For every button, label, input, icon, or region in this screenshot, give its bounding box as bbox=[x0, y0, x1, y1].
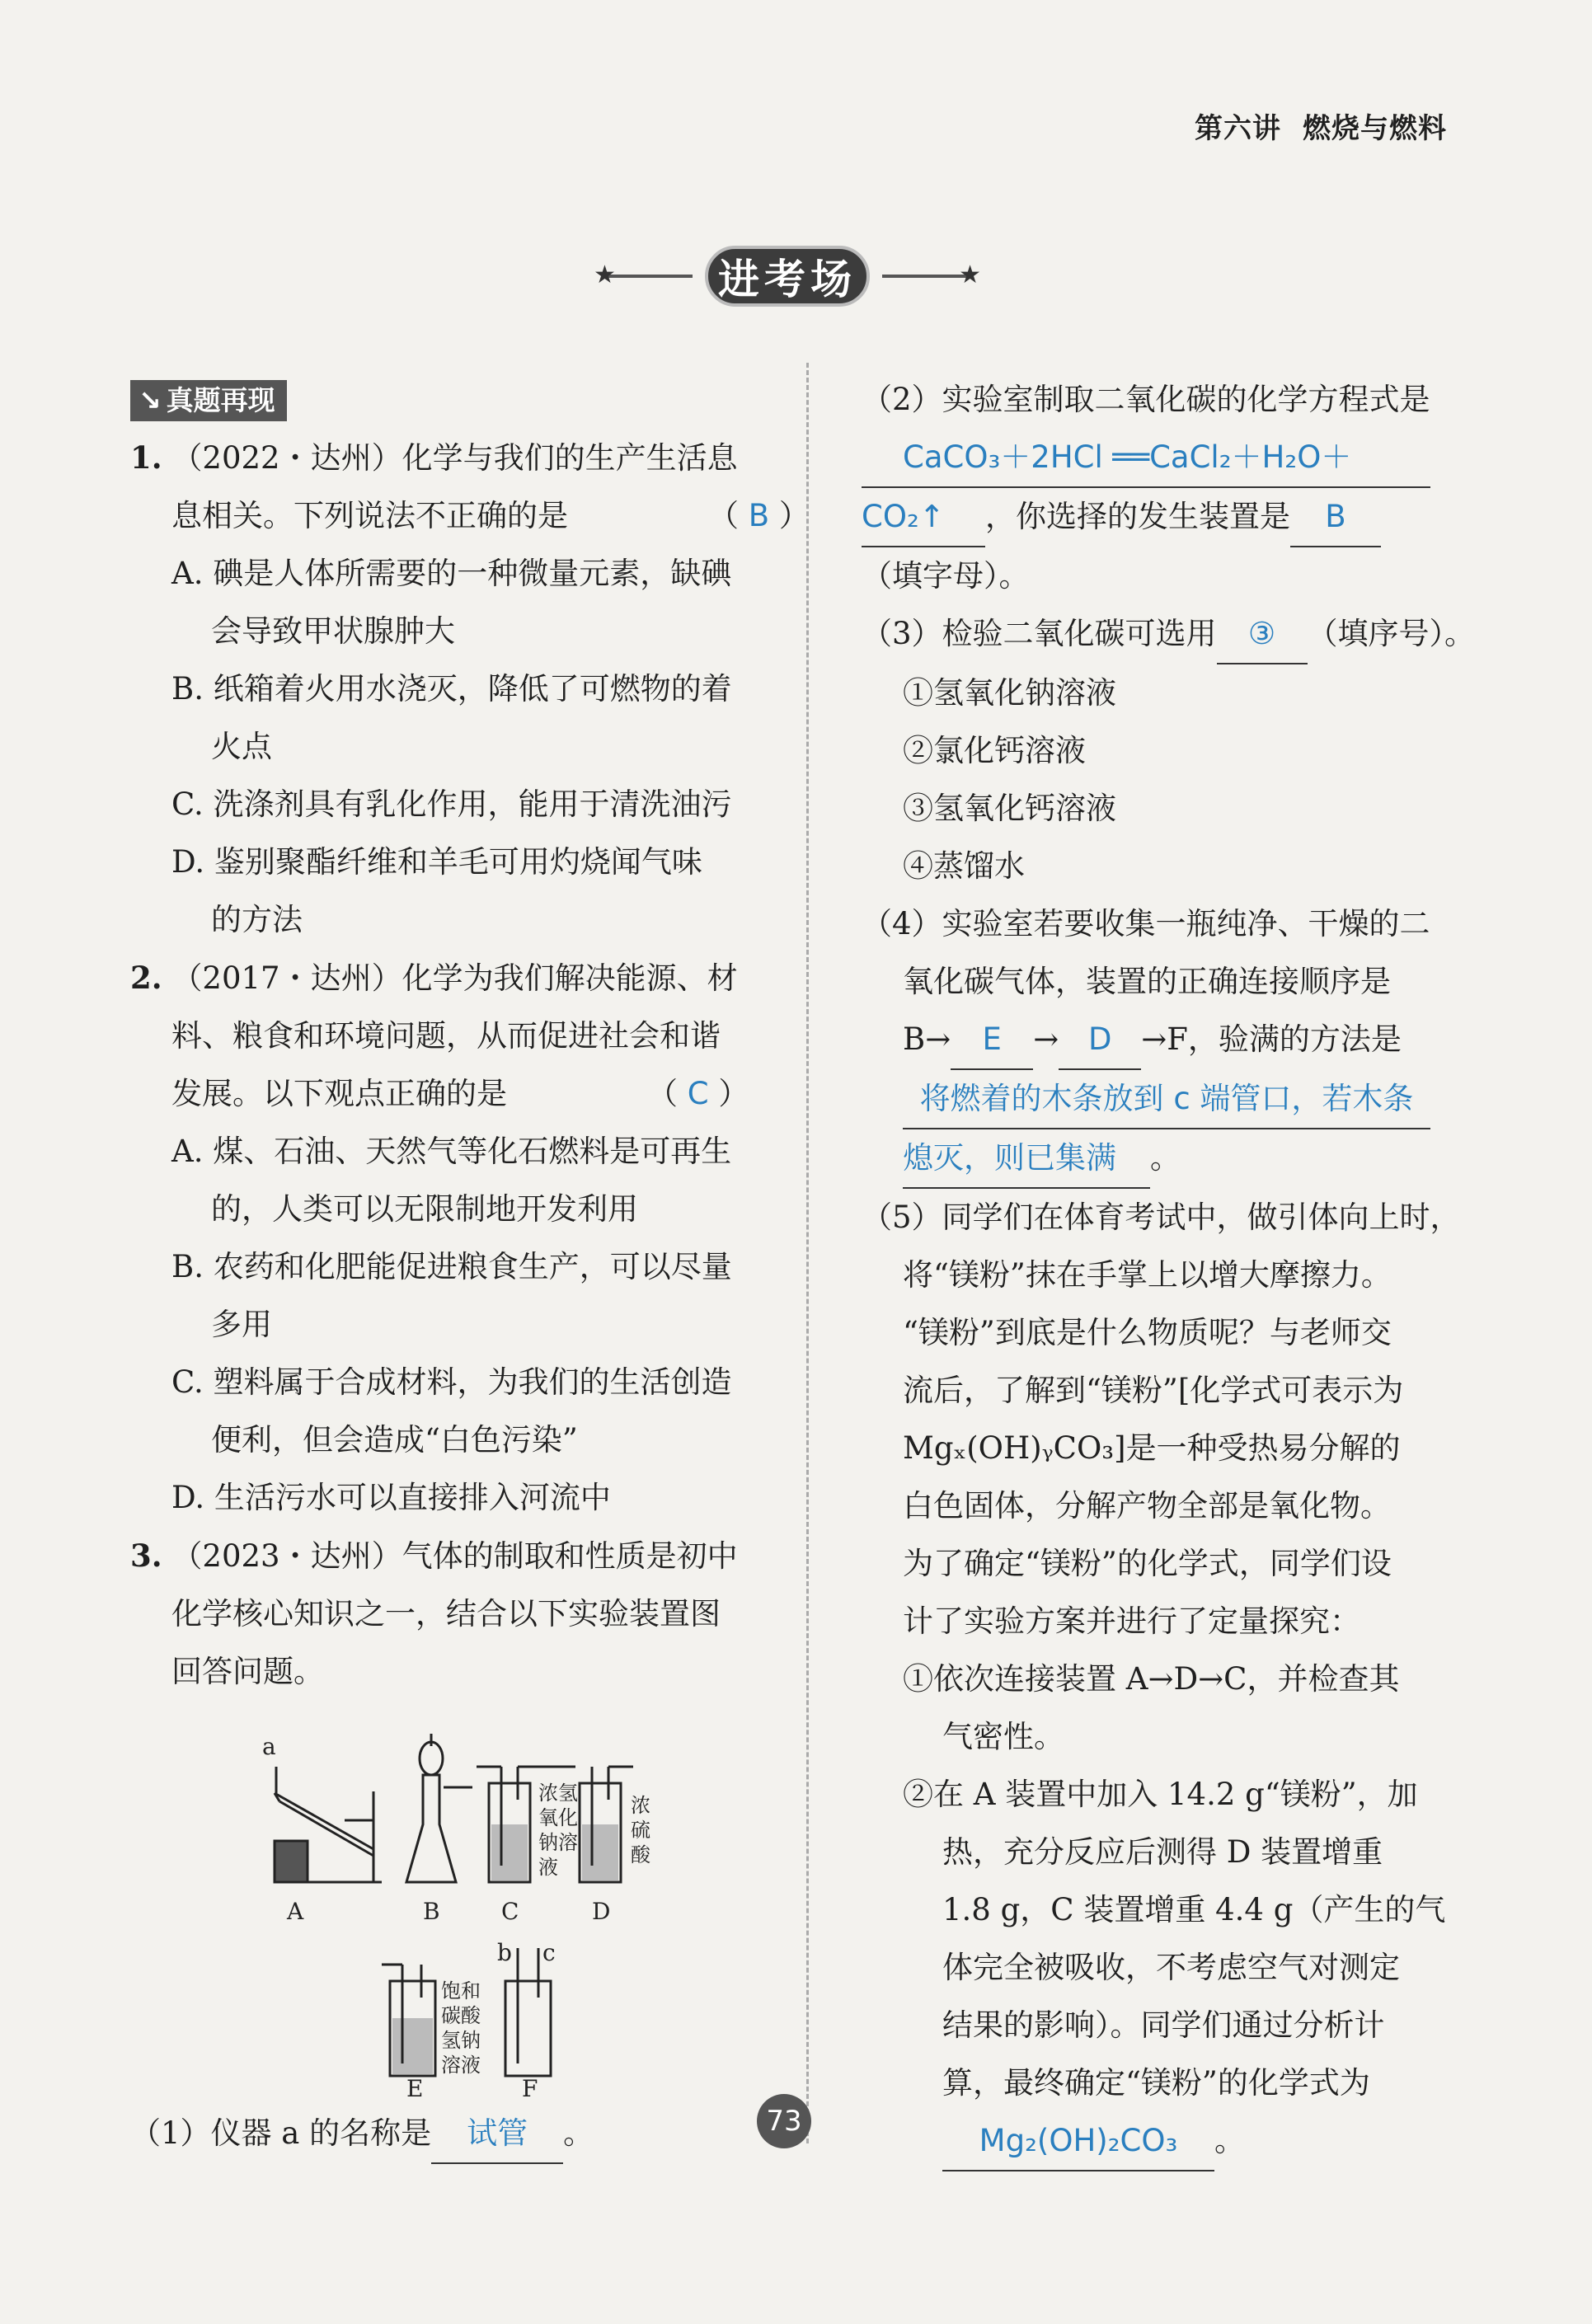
question-1: 1. （2022・达州）化学与我们的生产生活息 息相关。下列说法不正确的是 （ B ） A. 碘是人体所需要的一种微量元素，缺碘 会导致甲状腺肿大 B. 纸箱着火用水浇灭，降低了可燃物的着 火点 C. 洗涤剂具有乳化作用，能用于清洗油污 D. 鉴别聚酯纤维和羊毛可用灼烧闻气味 的方法 bbox=[130, 429, 765, 949]
q2-stem-3: 发展。以下观点正确的是 bbox=[171, 1076, 507, 1111]
q2-option-c: C. 塑料属于合成材料，为我们的生活创造 bbox=[171, 1364, 732, 1400]
q2-option-a: A. 煤、石油、天然气等化石燃料是可再生 bbox=[171, 1134, 732, 1169]
q3-p2-end: （填字母）。 bbox=[862, 558, 1030, 594]
q3-p5-step-1: ①依次连接装置 A→D→C，并检查其 bbox=[903, 1661, 1400, 1697]
d-label-3: 酸 bbox=[631, 1843, 650, 1866]
e-label-1: 饱和 bbox=[441, 1979, 481, 2002]
q3-p5-step-2-b: 热，充分反应后测得 D 装置增重 bbox=[942, 1834, 1383, 1870]
section-banner bbox=[594, 239, 981, 313]
q2-option-d: D. 生活污水可以直接排入河流中 bbox=[171, 1480, 611, 1515]
q1-option-d-cont: 的方法 bbox=[211, 902, 303, 937]
q3-p4-method: 将燃着的木条放到 c 端管口，若木条 bbox=[903, 1070, 1430, 1129]
q3-p5-text-5: Mgₓ(OH)ᵧCO₃]是一种受热易分解的 bbox=[903, 1430, 1401, 1466]
q3-p4-method-2: 熄灭，则已集满 bbox=[903, 1129, 1150, 1189]
q3-p3-option-3: ③氢氧化钙溶液 bbox=[903, 791, 1116, 826]
q3-p2-mid: ，你选择的发生装置是 bbox=[985, 499, 1290, 534]
star-icon: ★ bbox=[959, 261, 981, 289]
question-2: 2. （2017・达州）化学为我们解决能源、材 料、粮食和环境问题，从而促进社会和谐 发展。以下观点正确的是 （ C ） A. 煤、石油、天然气等化石燃料是可再生 的，人类可以无限制地开发利用 B. 农药和化肥能促进粮食生产，可以尽量 多用 C. 塑料属于合成材料，为我们的生活创造 便利，但会造成“白色污染” D. 生活污水可以直接排入河流中 bbox=[130, 949, 765, 1527]
q2-option-a-cont: 的，人类可以无限制地开发利用 bbox=[211, 1191, 638, 1227]
q3-p5-answer: Mg₂(OH)₂CO₃ bbox=[942, 2112, 1214, 2171]
q2-stem-2: 料、粮食和环境问题，从而促进社会和谐 bbox=[171, 1018, 721, 1054]
label-C: C bbox=[501, 1898, 519, 1925]
q3-p5-text-2: 将“镁粉”抹在手掌上以增大摩擦力。 bbox=[903, 1257, 1392, 1293]
q3-p5-text-7: 为了确定“镁粉”的化学式，同学们设 bbox=[903, 1546, 1392, 1581]
e-label-2: 碳酸 bbox=[441, 2004, 481, 2027]
label-D: D bbox=[592, 1898, 611, 1925]
q3-p5-text-3: “镁粉”到底是什么物质呢？与老师交 bbox=[903, 1315, 1392, 1350]
arrow-icon: ↘ bbox=[139, 384, 162, 416]
q1-option-a: A. 碘是人体所需要的一种微量元素，缺碘 bbox=[171, 556, 732, 591]
q2-number: 2. bbox=[130, 960, 162, 996]
q3-p4-end: 。 bbox=[1150, 1140, 1181, 1176]
q3-p4-seq-start: B→ bbox=[903, 1021, 951, 1057]
q1-number: 1. bbox=[130, 439, 162, 476]
q3-p4-seq-end: →F，验满的方法是 bbox=[1141, 1021, 1402, 1057]
q3-p3-text: （3）检验二氧化碳可选用 bbox=[862, 616, 1217, 651]
label-c: c bbox=[542, 1939, 556, 1966]
q3-p4-text: （4）实验室若要收集一瓶纯净、干燥的二 bbox=[862, 906, 1430, 941]
d-label-2: 硫 bbox=[631, 1819, 650, 1842]
q2-option-b-cont: 多用 bbox=[211, 1307, 272, 1342]
q3-p5-text-8: 计了实验方案并进行了定量探究： bbox=[903, 1603, 1360, 1639]
e-label-3: 氢钠 bbox=[441, 2029, 481, 2052]
q3-p3-option-2: ②氯化钙溶液 bbox=[903, 733, 1086, 768]
q3-p5-text-4: 流后，了解到“镁粉”[化学式可表示为 bbox=[903, 1373, 1404, 1408]
q3-p1-text: （1）仪器 a 的名称是 bbox=[130, 2115, 432, 2151]
header-lecture: 第六讲 bbox=[1195, 112, 1281, 145]
c-label-1: 浓氢 bbox=[538, 1782, 578, 1805]
q1-stem: （2022・达州）化学与我们的生产生活息 bbox=[171, 440, 738, 476]
label-B: B bbox=[423, 1898, 440, 1925]
running-header bbox=[1195, 106, 1447, 146]
q2-answer: C bbox=[687, 1076, 709, 1111]
q3-p5-end: 。 bbox=[1214, 2123, 1245, 2158]
q3-p3-option-4: ④蒸馏水 bbox=[903, 848, 1025, 884]
page-number: 73 bbox=[757, 2094, 811, 2148]
q3-p5-step-2-e: 结果的影响）。同学们通过分析计 bbox=[942, 2007, 1385, 2043]
c-label-2: 氧化 bbox=[538, 1806, 578, 1829]
q3-number: 3. bbox=[130, 1538, 162, 1574]
label-a: a bbox=[262, 1733, 276, 1760]
star-icon: ★ bbox=[594, 261, 616, 289]
q1-option-a-cont: 会导致甲状腺肿大 bbox=[211, 613, 455, 649]
label-E: E bbox=[406, 2075, 424, 2096]
q3-p5-step-2-d: 体完全被吸收，不考虑空气对测定 bbox=[942, 1950, 1400, 1985]
q3-p5-step-2-c: 1.8 g，C 装置增重 4.4 g（产生的气 bbox=[942, 1892, 1446, 1927]
q3-p4-answer-2: D bbox=[1059, 1011, 1141, 1070]
q3-stem-2: 化学核心知识之一，结合以下实验装置图 bbox=[171, 1596, 721, 1631]
q3-p3-option-1: ①氢氧化钠溶液 bbox=[903, 675, 1116, 711]
q3-p1-end: 。 bbox=[563, 2115, 594, 2151]
c-label-3: 钠溶 bbox=[538, 1831, 578, 1854]
q3-p1-answer: 试管 bbox=[431, 2105, 563, 2164]
column-divider bbox=[806, 363, 809, 2143]
q2-option-c-cont: 便利，但会造成“白色污染” bbox=[211, 1422, 578, 1458]
q3-stem-3: 回答问题。 bbox=[171, 1654, 324, 1689]
right-column bbox=[862, 371, 1476, 2171]
q3-p3-end: （填序号）。 bbox=[1307, 616, 1476, 651]
label-b: b bbox=[497, 1939, 512, 1966]
d-label-1: 浓 bbox=[631, 1794, 650, 1817]
q1-option-d: D. 鉴别聚酯纤维和羊毛可用灼烧闻气味 bbox=[171, 844, 702, 880]
q1-option-c: C. 洗涤剂具有乳化作用，能用于清洗油污 bbox=[171, 786, 732, 822]
q3-p4-text-2: 氧化碳气体，装置的正确连接顺序是 bbox=[903, 964, 1391, 999]
c-label-4: 液 bbox=[538, 1856, 558, 1879]
q3-p2-equation: CaCO₃＋2HCl ══CaCl₂＋H₂O＋ bbox=[862, 429, 1430, 488]
question-3 bbox=[130, 1527, 765, 2164]
q3-p3-answer: ③ bbox=[1217, 605, 1308, 664]
label-A: A bbox=[287, 1898, 304, 1925]
section-tag-label: 真题再现 bbox=[166, 384, 275, 416]
apparatus-diagram bbox=[250, 1717, 711, 2096]
q1-option-b: B. 纸箱着火用水浇灭，降低了可燃物的着 bbox=[171, 671, 732, 707]
q2-option-b: B. 农药和化肥能促进粮食生产，可以尽量 bbox=[171, 1249, 732, 1284]
q2-stem: （2017・达州）化学为我们解决能源、材 bbox=[171, 960, 738, 996]
q3-p2-equation-2: CO₂↑ bbox=[862, 488, 985, 547]
q3-p5-step-1-cont: 气密性。 bbox=[942, 1719, 1064, 1754]
q3-p5-text-6: 白色固体，分解产物全部是氧化物。 bbox=[903, 1488, 1391, 1524]
section-tag bbox=[130, 380, 287, 421]
q1-answer: B bbox=[748, 498, 770, 533]
header-topic: 燃烧与燃料 bbox=[1303, 112, 1447, 145]
banner-title: 进考场 bbox=[705, 246, 870, 307]
label-F: F bbox=[522, 2075, 538, 2096]
q3-p4-arrow: → bbox=[1033, 1021, 1059, 1057]
apparatus-figure bbox=[250, 1717, 711, 2096]
q3-stem: （2023・达州）气体的制取和性质是初中 bbox=[171, 1538, 738, 1574]
q1-option-b-cont: 火点 bbox=[211, 729, 272, 764]
q3-p5-text: （5）同学们在体育考试中，做引体向上时， bbox=[862, 1200, 1461, 1235]
e-label-4: 溶液 bbox=[441, 2054, 481, 2077]
q3-p5-step-2-f: 算，最终确定“镁粉”的化学式为 bbox=[942, 2065, 1370, 2101]
q3-p4-answer-1: E bbox=[951, 1011, 1033, 1070]
q3-p5-step-2: ②在 A 装置中加入 14.2 g“镁粉”，加 bbox=[903, 1777, 1418, 1812]
q3-p2-text: （2）实验室制取二氧化碳的化学方程式是 bbox=[862, 382, 1430, 417]
q3-p2-answer: B bbox=[1290, 488, 1381, 547]
q1-stem-2: 息相关。下列说法不正确的是 bbox=[171, 498, 568, 533]
